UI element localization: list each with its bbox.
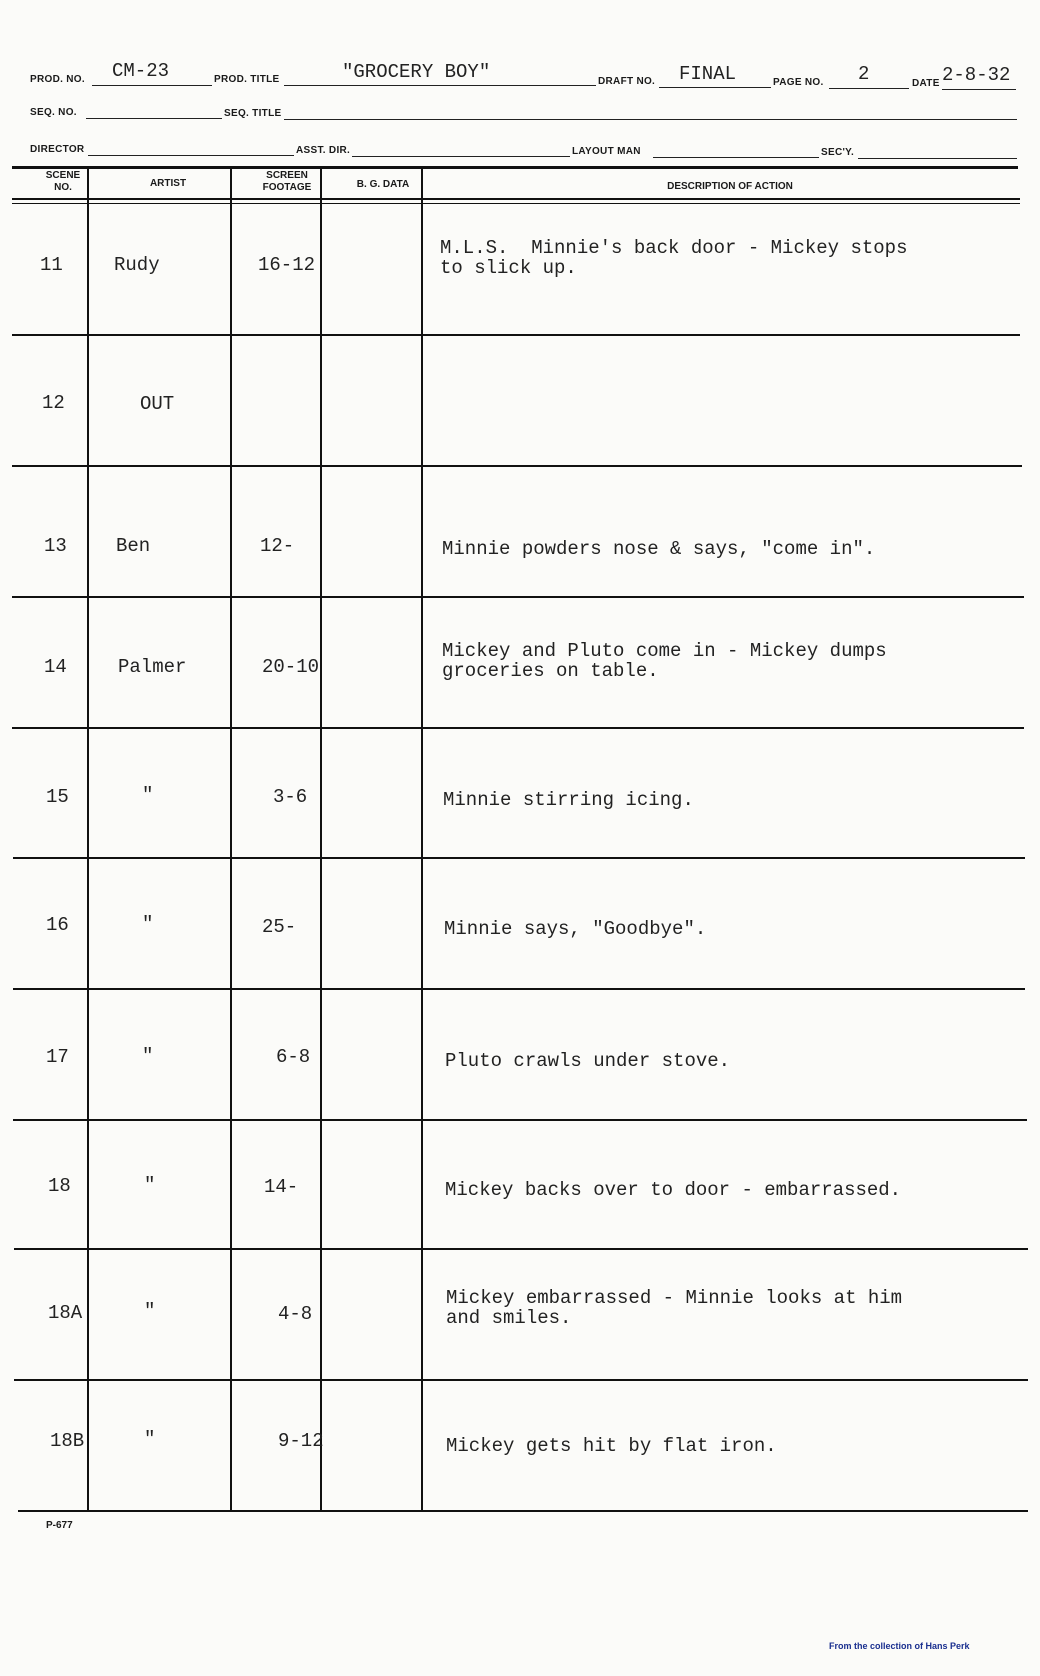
date-label: DATE [912, 78, 940, 89]
artist-name: " [142, 1045, 154, 1067]
screen-footage: 9-12 [278, 1430, 324, 1452]
artist-name: " [144, 1174, 156, 1196]
action-description: Minnie powders nose & says, "come in". [442, 538, 876, 560]
action-description: Mickey and Pluto come in - Mickey dumps groceries on table. [442, 640, 887, 682]
prod-title-label: PROD. TITLE [214, 74, 280, 85]
seq-title-label: SEQ. TITLE [224, 108, 282, 119]
action-description: Mickey embarrassed - Minnie looks at him and smiles. [446, 1287, 903, 1329]
scene-number: 18B [50, 1430, 85, 1452]
secy-label: SEC'Y. [821, 147, 855, 158]
director-label: DIRECTOR [30, 144, 85, 155]
action-description: Mickey gets hit by flat iron. [446, 1435, 777, 1457]
scene-number: 13 [44, 535, 67, 557]
artist-name: Rudy [114, 254, 160, 276]
artist-name: Ben [116, 535, 151, 557]
scene-number: 14 [44, 656, 67, 678]
draft-no-value: FINAL [679, 63, 737, 85]
screen-footage: 16-12 [258, 254, 316, 276]
screen-footage: 14- [264, 1176, 299, 1198]
scene-number: 17 [46, 1046, 69, 1068]
prod-no-label: PROD. NO. [30, 74, 85, 85]
screen-footage: 20-10 [262, 656, 320, 678]
scene-number: 16 [46, 914, 69, 936]
artist-name: " [144, 1300, 156, 1322]
date-value: 2-8-32 [942, 64, 1011, 86]
artist-name: " [142, 784, 154, 806]
collection-credit: From the collection of Hans Perk [829, 1641, 970, 1651]
draft-no-label: DRAFT NO. [598, 76, 656, 87]
col-header-scene-no: SCENE NO. [45, 170, 81, 193]
page-no-label: PAGE NO. [773, 77, 824, 88]
artist-name: Palmer [118, 656, 187, 678]
seq-no-label: SEQ. NO. [30, 107, 77, 118]
scene-number: 18A [48, 1302, 83, 1324]
screen-footage: 25- [262, 916, 297, 938]
artist-name: OUT [140, 393, 175, 415]
action-description: Pluto crawls under stove. [445, 1050, 731, 1072]
artist-name: " [144, 1428, 156, 1450]
screen-footage: 6-8 [276, 1046, 311, 1068]
asst-dir-label: ASST. DIR. [296, 145, 351, 156]
page-no-value: 2 [858, 63, 870, 85]
action-description: Minnie stirring icing. [443, 789, 694, 811]
scene-number: 12 [42, 392, 65, 414]
col-header-artist: ARTIST [149, 178, 187, 189]
col-header-bg-data: B. G. DATA [356, 179, 410, 190]
action-description: M.L.S. Minnie's back door - Mickey stops to slick up. [440, 237, 908, 279]
scene-number: 18 [48, 1175, 71, 1197]
screen-footage: 4-8 [278, 1303, 313, 1325]
prod-title-value: "GROCERY BOY" [342, 61, 491, 83]
scene-number: 11 [40, 254, 63, 276]
form-number: P-677 [46, 1520, 73, 1531]
col-header-screen-footage: SCREEN FOOTAGE [262, 170, 312, 193]
col-header-description: DESCRIPTION OF ACTION [667, 181, 793, 192]
scene-number: 15 [46, 786, 69, 808]
screen-footage: 12- [260, 535, 295, 557]
action-description: Minnie says, "Goodbye". [444, 918, 707, 940]
screen-footage: 3-6 [273, 786, 308, 808]
prod-no-value: CM-23 [112, 60, 170, 82]
action-description: Mickey backs over to door - embarrassed. [445, 1179, 902, 1201]
layout-man-label: LAYOUT MAN [572, 146, 641, 157]
artist-name: " [142, 913, 154, 935]
